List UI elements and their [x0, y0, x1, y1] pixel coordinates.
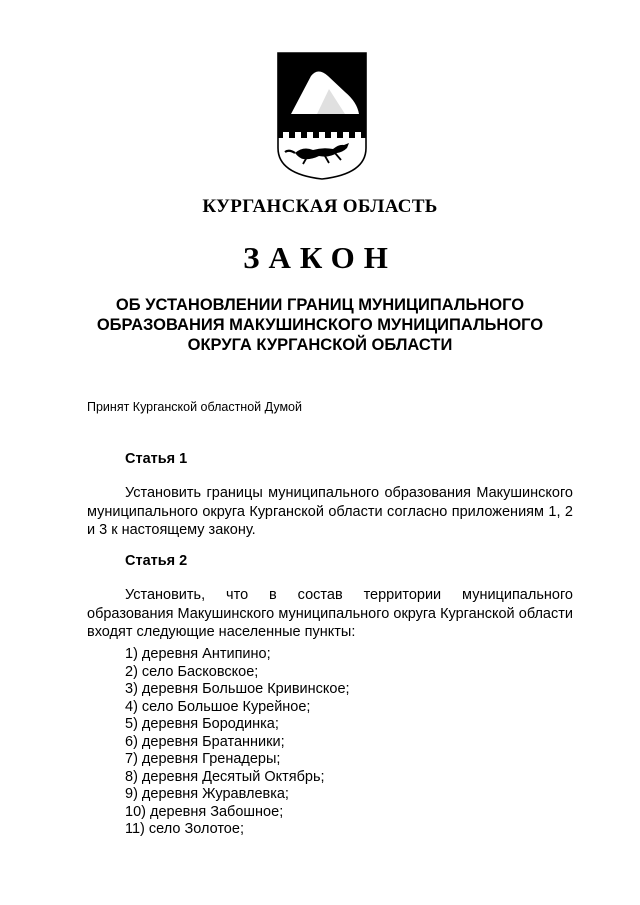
list-item: 1) деревня Антипино;	[125, 646, 271, 662]
list-item: 9) деревня Журавлевка;	[125, 786, 289, 802]
article-1-text: Установить границы муниципального образования Макушинского муниципального округа Курганской области согласно приложениям 1, 2 и 3 к настоящему закону.	[87, 485, 573, 538]
list-item: 4) село Большое Курейное;	[125, 698, 311, 715]
article-2-heading: Статья 2	[125, 553, 188, 569]
article-2-text: Установить, что в состав территории муниципального образования Макушинского муниципального округа Курганской области входят следующие населенные пункты:	[87, 587, 573, 640]
list-item: 6) деревня Братанники;	[125, 733, 285, 750]
list-item: 5) деревня Бородинка;	[125, 716, 279, 732]
law-title-line: ОБ УСТАНОВЛЕНИИ ГРАНИЦ МУНИЦИПАЛЬНОГО	[115, 296, 525, 314]
settlement-list	[125, 646, 350, 839]
region-name: КУРГАНСКАЯ ОБЛАСТЬ	[202, 196, 438, 217]
law-title-line: ОКРУГА КУРГАНСКОЙ ОБЛАСТИ	[187, 336, 453, 354]
document-type: ЗАКОН	[243, 240, 397, 275]
list-item: 11) село Золотое;	[125, 821, 244, 837]
list-item: 2) село Басковское;	[125, 663, 259, 680]
list-item: 3) деревня Большое Кривинское;	[125, 681, 350, 697]
coat-of-arms-emblem	[277, 52, 367, 180]
list-item: 8) деревня Десятый Октябрь;	[125, 768, 325, 785]
law-title	[0, 295, 640, 355]
law-title-line: ОБРАЗОВАНИЯ МАКУШИНСКОГО МУНИЦИПАЛЬНОГО	[96, 316, 544, 334]
list-item: 7) деревня Гренадеры;	[125, 751, 281, 767]
list-item: 10) деревня Забошное;	[125, 803, 284, 820]
adoption-note: Принят Курганской областной Думой	[87, 400, 302, 414]
article-1-heading: Статья 1	[125, 451, 188, 467]
